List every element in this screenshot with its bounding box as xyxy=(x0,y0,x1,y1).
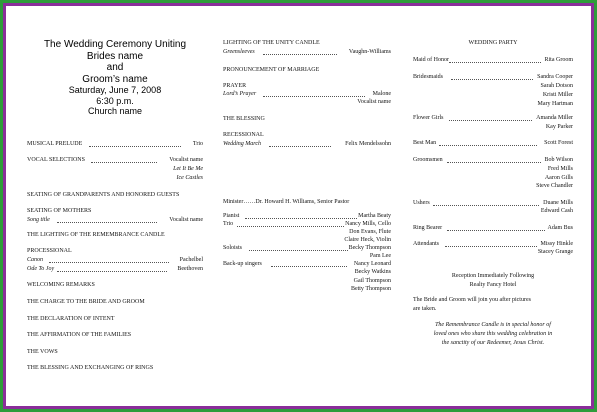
flower-value: Amanda Miller xyxy=(536,115,573,121)
pronouncement: PRONOUNCEMENT OF MARRIAGE xyxy=(223,67,320,73)
best-man-value: Scott Forest xyxy=(544,140,573,146)
song-title-label: Song title xyxy=(27,217,50,223)
vocal-song-1: Let It Be Me xyxy=(173,166,203,172)
bridesmaid-4: Mary Hartman xyxy=(537,101,573,107)
backup-singer-2: Becky Watkins xyxy=(354,269,391,275)
leader-dots xyxy=(263,54,337,55)
vows-section: THE VOWS xyxy=(27,349,58,355)
vocal-label: VOCAL SELECTIONS xyxy=(27,157,85,163)
header-line-2: Brides name xyxy=(86,50,144,62)
maid-row xyxy=(413,57,573,65)
leader-dots xyxy=(449,120,532,121)
leader-dots xyxy=(447,162,541,163)
backup-singer-4: Betty Thompson xyxy=(350,286,391,292)
leader-dots xyxy=(237,226,348,227)
leader-dots xyxy=(91,162,157,163)
wedding-party-title: WEDDING PARTY xyxy=(468,40,518,46)
leader-dots xyxy=(447,230,545,231)
prelude-row xyxy=(27,141,203,149)
best-man-label: Best Man xyxy=(413,140,437,146)
ushers-label: Ushers xyxy=(413,200,430,206)
soloist-2: Pam Lee xyxy=(369,253,391,259)
leader-dots xyxy=(57,222,157,223)
pianist-row xyxy=(223,213,391,221)
seating-grandparents: SEATING OF GRANDPARENTS AND HONORED GUESTS xyxy=(27,192,180,198)
leader-dots xyxy=(449,62,541,63)
minister: Minister……Dr. Howard H. Williams, Senior Pastor xyxy=(223,199,350,205)
header-date: Saturday, June 7, 2008 xyxy=(68,85,162,95)
leader-dots xyxy=(263,96,365,97)
header-line-4: Groom’s name xyxy=(82,73,148,85)
song-title-value: Vocalist name xyxy=(169,217,203,223)
groomsmen-value: Bob Wilson xyxy=(544,157,573,163)
canon-row xyxy=(27,257,203,265)
pianist-value: Martha Beaty xyxy=(358,213,391,219)
usher-2: Edward Cash xyxy=(540,208,573,214)
leader-dots xyxy=(249,250,350,251)
ode-row xyxy=(27,266,203,274)
ode-value: Beethoven xyxy=(177,266,203,272)
lords-prayer-value: Malone xyxy=(372,91,391,97)
leader-dots xyxy=(433,205,539,206)
groomsmen-row xyxy=(413,157,573,165)
wedding-march-value: Felix Mendelssohn xyxy=(345,141,391,147)
remembrance-candle: THE LIGHTING OF THE REMEMBRANCE CANDLE xyxy=(27,232,165,238)
ring-bearer-row xyxy=(413,225,573,233)
seating-mothers: SEATING OF MOTHERS xyxy=(27,208,92,214)
wedding-march-label: Wedding March xyxy=(223,141,262,147)
ring-bearer-label: Ring Bearer xyxy=(413,225,443,231)
soloists-value: Becky Thompson xyxy=(348,245,391,251)
lords-prayer-label: Lord’s Prayer xyxy=(223,91,257,97)
memorial-note-1: The Remembrance Candle is in special honor of xyxy=(435,322,551,328)
leader-dots xyxy=(451,79,533,80)
vocal-song-2: Ice Castles xyxy=(176,175,203,181)
ushers-value: Duane Mills xyxy=(543,200,573,206)
groomsman-3: Aaron Gills xyxy=(544,175,573,181)
leader-dots xyxy=(89,146,181,147)
greensleeves-value: Vaughn-Williams xyxy=(348,49,391,55)
header-line-3: and xyxy=(106,62,124,73)
canon-label: Canon xyxy=(27,257,44,263)
lords-prayer-row xyxy=(223,91,391,99)
maid-label: Maid of Honor xyxy=(413,57,449,63)
pianist-label: Pianist xyxy=(223,213,240,219)
processional: PROCESSIONAL xyxy=(27,248,72,254)
memorial-note-2: loved ones who share this wedding celebration in xyxy=(433,331,553,337)
recessional: RECESSIONAL xyxy=(223,132,264,138)
leader-dots xyxy=(439,145,537,146)
flower-row xyxy=(413,115,573,123)
rings-section: THE BLESSING AND EXCHANGING OF RINGS xyxy=(27,365,154,371)
bridesmaids-row xyxy=(413,74,573,82)
leader-dots xyxy=(445,246,537,247)
leader-dots xyxy=(269,146,331,147)
ring-bearer-value: Adam Bus xyxy=(547,225,573,231)
backup-value: Nancy Leonard xyxy=(353,261,391,267)
affirmation-section: THE AFFIRMATION OF THE FAMILIES xyxy=(27,332,132,338)
trio-member-2: Don Evans, Flute xyxy=(349,229,391,235)
vocal-row xyxy=(27,157,203,165)
join-note-1: The Bride and Groom will join you after pictures xyxy=(413,297,531,303)
soloists-label: Soloists xyxy=(223,245,243,251)
wedding-march-row xyxy=(223,141,391,149)
header-line-1: The Wedding Ceremony Uniting xyxy=(43,39,187,50)
vocal-value: Vocalist name xyxy=(169,157,203,163)
header-church: Church name xyxy=(87,106,143,116)
reception-line-2: Realty Fancy Hotel xyxy=(469,282,517,288)
trio-member-3: Claire Heck, Violin xyxy=(344,237,391,243)
maid-value: Rita Groom xyxy=(544,57,573,63)
best-man-row xyxy=(413,140,573,148)
backup-singer-3: Gail Thompson xyxy=(353,278,391,284)
trio-label: Trio xyxy=(223,221,234,227)
flower-girl-2: Kay Parker xyxy=(545,124,573,130)
program-document xyxy=(13,12,584,401)
bridesmaids-value: Sandra Cooper xyxy=(537,74,573,80)
blessing: THE BLESSING xyxy=(223,116,265,122)
join-note-2: are taken. xyxy=(413,306,437,312)
unity-candle: LIGHTING OF THE UNITY CANDLE xyxy=(223,40,320,46)
groomsman-2: Fred Mills xyxy=(547,166,573,172)
groomsmen-label: Groomsmen xyxy=(413,157,443,163)
reception-line-1: Reception Immediately Following xyxy=(451,273,535,279)
charge-section: THE CHARGE TO THE BRIDE AND GROOM xyxy=(27,299,145,305)
trio-value: Nancy Mills, Cello xyxy=(345,221,391,227)
soloists-row xyxy=(223,245,391,253)
backup-row xyxy=(223,261,391,269)
leader-dots xyxy=(57,271,167,272)
attendant-2: Stacey Grange xyxy=(537,249,573,255)
prayer-heading: PRAYER xyxy=(223,83,247,89)
ceremony-header xyxy=(27,39,203,117)
backup-label: Back-up singers xyxy=(223,261,262,267)
groomsman-4: Steve Chandler xyxy=(536,183,573,189)
welcoming-remarks: WELCOMING REMARKS xyxy=(27,282,95,288)
header-time: 6:30 p.m. xyxy=(96,95,134,106)
bridesmaids-label: Bridesmaids xyxy=(413,74,443,80)
ode-label: Ode To Joy xyxy=(27,266,55,272)
attendants-value: Missy Hinkle xyxy=(540,241,573,247)
greensleeves-label: Greensleeves xyxy=(223,49,255,55)
attendants-label: Attendants xyxy=(413,241,439,247)
trio-row xyxy=(223,221,391,229)
canon-value: Pachelbel xyxy=(179,257,203,263)
leader-dots xyxy=(245,218,359,219)
greensleeves-row xyxy=(223,49,391,57)
flower-label: Flower Girls xyxy=(413,115,444,121)
bridesmaid-3: Kristi Miller xyxy=(542,92,573,98)
prelude-value: Trio xyxy=(192,141,203,147)
leader-dots xyxy=(271,266,347,267)
lords-prayer-vocalist: Vocalist name xyxy=(357,99,391,105)
memorial-note-3: the sanctity of our Redeemer, Jesus Christ. xyxy=(441,340,545,346)
bridesmaid-2: Sarah Dotson xyxy=(540,83,573,89)
attendants-row xyxy=(413,241,573,249)
ushers-row xyxy=(413,200,573,208)
declaration-section: THE DECLARATION OF INTENT xyxy=(27,316,115,322)
leader-dots xyxy=(49,262,169,263)
song-title-row xyxy=(27,217,203,225)
prelude-label: MUSICAL PRELUDE xyxy=(27,141,83,147)
